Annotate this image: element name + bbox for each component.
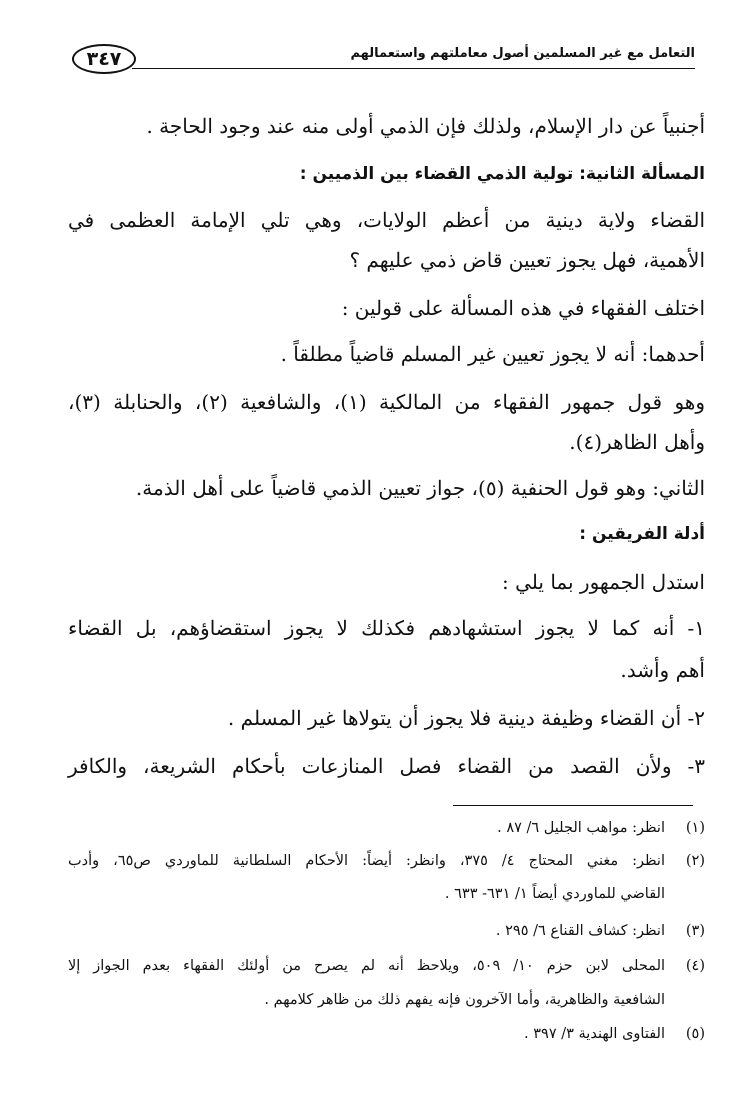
footnote-number: (٣) [685, 923, 705, 939]
page-number: ٣٤٧ [72, 44, 136, 74]
footnote-text: الفتاوى الهندية ٣/ ٣٩٧ . [524, 1026, 665, 1042]
body-line: ٢- أن القضاء وظيفة دينية فلا يجوز أن يتولاها غير المسلم . [227, 706, 705, 730]
body-line: الثاني: وهو قول الحنفية (٥)، جواز تعيين الذمي قاضياً على أهل الذمة. [135, 476, 705, 500]
footnote [68, 958, 705, 974]
body-line: ١- أنه كما لا يجوز استشهادهم فكذلك لا يجوز استقضاؤهم، بل القضاء [68, 616, 705, 640]
header-rule [132, 68, 695, 69]
footnote [68, 853, 705, 869]
running-header [72, 40, 695, 76]
body-line: وأهل الظاهر(٤). [569, 430, 705, 454]
footnote [68, 820, 705, 836]
footnote-text: انظر: كشاف القناع ٦/ ٢٩٥ . [495, 923, 665, 939]
section-heading: أدلة الفريقين : [579, 524, 705, 544]
body-line: أجنبياً عن دار الإسلام، ولذلك فإن الذمي أولى منه عند وجود الحاجة . [146, 114, 705, 138]
footnote-number: (٤) [685, 958, 706, 974]
body-line: استدل الجمهور بما يلي : [502, 570, 705, 594]
body-line: ٣- ولأن القصد من القضاء فصل المنازعات بأحكام الشريعة، والكافر [68, 754, 705, 778]
body-line: الأهمية، فهل يجوز تعيين قاض ذمي عليهم ؟ [349, 248, 705, 272]
section-heading: المسألة الثانية: تولية الذمي القضاء بين الذميين : [299, 164, 705, 184]
footnote-continuation: القاضي للماوردي أيضاً ١/ ٦٣١- ٦٣٣ . [444, 886, 665, 902]
footnote-text: انظر: مواهب الجليل ٦/ ٨٧ . [497, 820, 665, 836]
footnote [68, 1026, 705, 1042]
footnote-number: (٢) [685, 853, 705, 869]
body-line: أهم وأشد. [620, 658, 705, 682]
footnote-continuation: الشافعية والظاهرية، وأما الآخرون فإنه يفهم ذلك من ظاهر كلامهم . [264, 992, 665, 1008]
body-line: القضاء ولاية دينية من أعظم الولايات، وهي تلي الإمامة العظمى في [68, 208, 705, 232]
footnote-text: انظر: مغني المحتاج ٤/ ٣٧٥، وانظر: أيضاً: الأحكام السلطانية للماوردي ص٦٥، وأدب [68, 853, 665, 869]
footnote [68, 923, 705, 939]
body-line: وهو قول جمهور الفقهاء من المالكية (١)، والشافعية (٢)، والحنابلة (٣)، [68, 390, 705, 414]
running-header-title: التعامل مع غير المسلمين أصول معاملتهم واستعمالهم [350, 46, 695, 61]
footnote-rule [453, 805, 693, 806]
footnote-number: (١) [685, 820, 705, 836]
body-line: اختلف الفقهاء في هذه المسألة على قولين : [341, 296, 705, 320]
footnote-number: (٥) [685, 1026, 705, 1042]
footnote-text: المحلى لابن حزم ١٠/ ٥٠٩، ويلاحظ أنه لم يصرح من أولئك الفقهاء بعدم الجواز إلا [68, 958, 666, 974]
body-line: أحدهما: أنه لا يجوز تعيين غير المسلم قاضياً مطلقاً . [280, 342, 705, 366]
